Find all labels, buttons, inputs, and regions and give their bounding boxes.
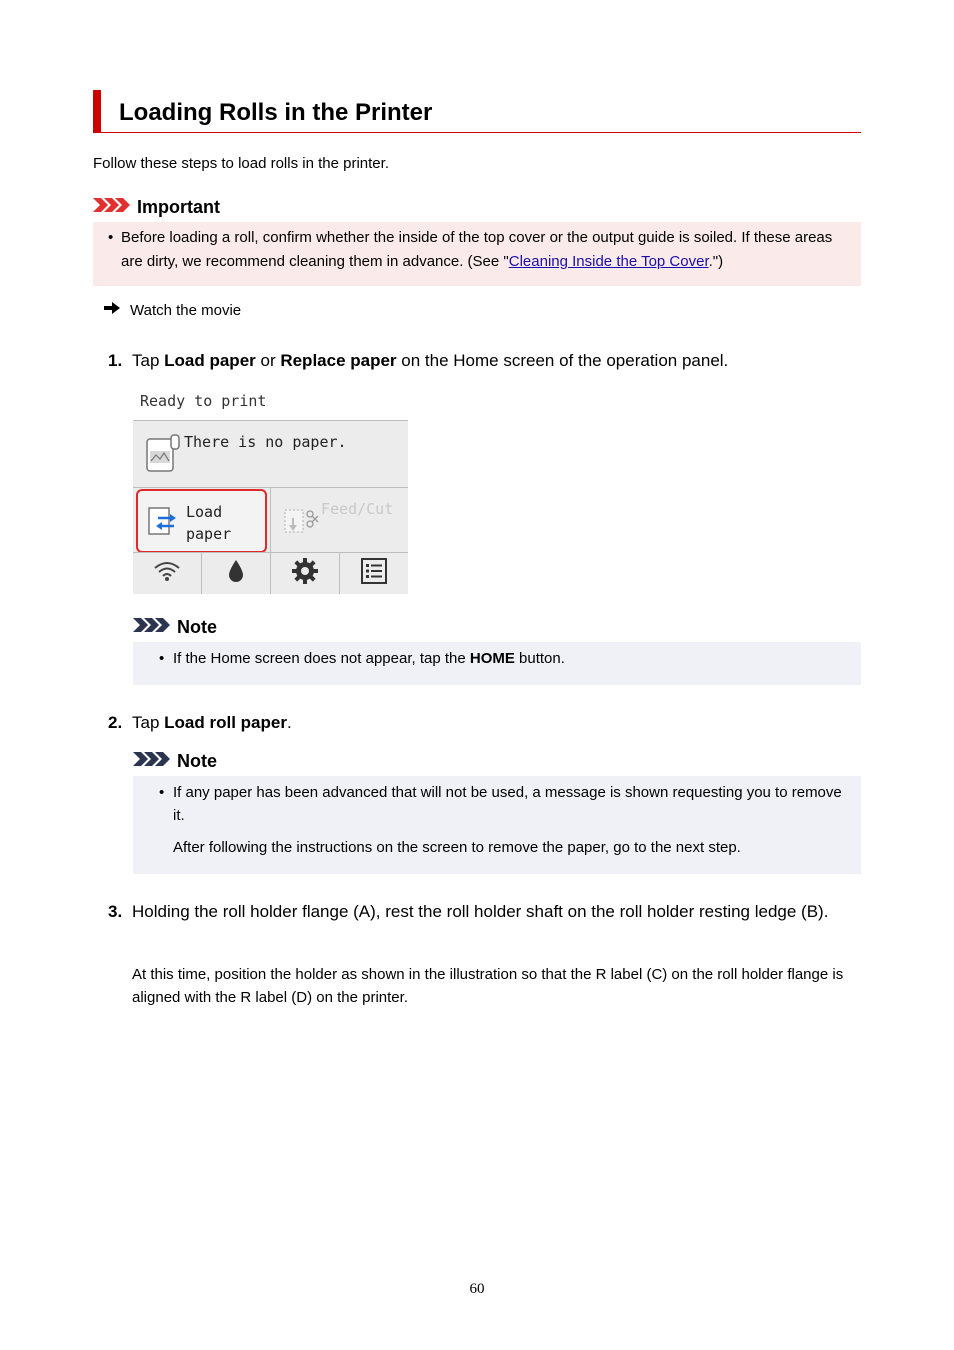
list-icon <box>361 558 387 589</box>
note-2-line-1: If any paper has been advanced that will not be used, a message is shown requesting you to remove it. <box>173 784 842 824</box>
title-underline <box>101 132 861 133</box>
operation-panel-illustration <box>133 386 408 593</box>
panel-mid-divider <box>270 488 271 552</box>
note-2-label: Note <box>177 750 217 771</box>
load-paper-label <box>186 501 231 545</box>
load-paper-line1: Load <box>186 503 223 521</box>
note-2-heading <box>133 750 217 772</box>
watch-movie-link[interactable] <box>104 299 241 321</box>
step-1-t1: Tap <box>132 351 165 370</box>
page-title: Loading Rolls in the Printer <box>119 99 433 126</box>
note-1-home: HOME <box>469 650 515 667</box>
note-chevrons-icon <box>133 616 171 639</box>
panel-list-cell[interactable] <box>340 553 408 594</box>
step-1-replace-paper: Replace paper <box>280 351 397 370</box>
panel-wifi-cell[interactable] <box>133 553 202 594</box>
step-2-text <box>132 709 292 737</box>
title-accent-bar <box>93 90 101 133</box>
important-text-before: Before loading a roll, confirm whether the inside of the top cover or the output guide is soiled. If these areas are dirty, we recommend cleaning them in advance. (See " <box>121 229 833 270</box>
important-text-after: .") <box>708 253 724 270</box>
important-heading <box>93 196 220 218</box>
panel-bottom-row <box>133 552 408 594</box>
step-2-t1: Tap <box>132 713 165 732</box>
important-label: Important <box>137 196 220 217</box>
load-paper-button[interactable] <box>136 489 267 553</box>
step-1-text <box>132 347 728 375</box>
load-paper-icon <box>148 506 178 541</box>
panel-middle-row <box>133 487 408 552</box>
arrow-right-icon <box>104 301 120 319</box>
important-bullet: • <box>108 229 114 246</box>
note-2-bullet: • <box>159 784 165 801</box>
step-2-number: 2. <box>108 713 123 732</box>
ink-drop-icon <box>228 559 244 588</box>
no-paper-icon <box>145 433 181 480</box>
load-paper-line2: paper <box>186 525 232 543</box>
page-number: 60 <box>469 1281 485 1297</box>
note-1-t1: If the Home screen does not appear, tap the <box>173 650 470 667</box>
panel-message-row <box>133 420 408 487</box>
step-1-t2: or <box>255 351 281 370</box>
step-2-load-roll-paper: Load roll paper <box>164 713 287 732</box>
step-1-number: 1. <box>108 351 123 370</box>
note-1-label: Note <box>177 616 217 637</box>
step-3-detail: At this time, position the holder as shown in the illustration so that the R label (C) on the roll holder flange is aligned with the R label (D) on the printer. <box>132 966 844 1006</box>
cleaning-top-cover-link[interactable]: Cleaning Inside the Top Cover <box>508 253 709 270</box>
step-3-text: Holding the roll holder flange (A), rest the roll holder shaft on the roll holder resting ledge (B). <box>132 902 829 921</box>
watch-movie-label: Watch the movie <box>130 301 242 319</box>
gear-icon <box>292 558 318 589</box>
note-1-text <box>173 647 565 670</box>
step-1-load-paper: Load paper <box>164 351 256 370</box>
intro-text: Follow these steps to load rolls in the printer. <box>93 155 389 172</box>
panel-no-paper-message: There is no paper. <box>184 433 347 451</box>
step-3-number: 3. <box>108 902 123 921</box>
panel-status: Ready to print <box>140 392 267 410</box>
feed-cut-icon <box>283 506 319 541</box>
important-text <box>121 226 851 274</box>
step-2-t2: . <box>286 713 292 732</box>
feed-cut-label: Feed/Cut <box>321 500 394 518</box>
panel-settings-cell[interactable] <box>271 553 340 594</box>
step-1-t3: on the Home screen of the operation panel. <box>396 351 729 370</box>
note-2-line-2: After following the instructions on the screen to remove the paper, go to the next step. <box>173 839 741 856</box>
note-1-heading <box>133 616 217 638</box>
note-1-t2: button. <box>514 650 565 667</box>
wifi-icon <box>153 560 181 587</box>
important-chevrons-icon <box>93 196 131 219</box>
panel-ink-cell[interactable] <box>202 553 271 594</box>
note-1-bullet: • <box>159 650 165 667</box>
note-chevrons-icon <box>133 750 171 773</box>
